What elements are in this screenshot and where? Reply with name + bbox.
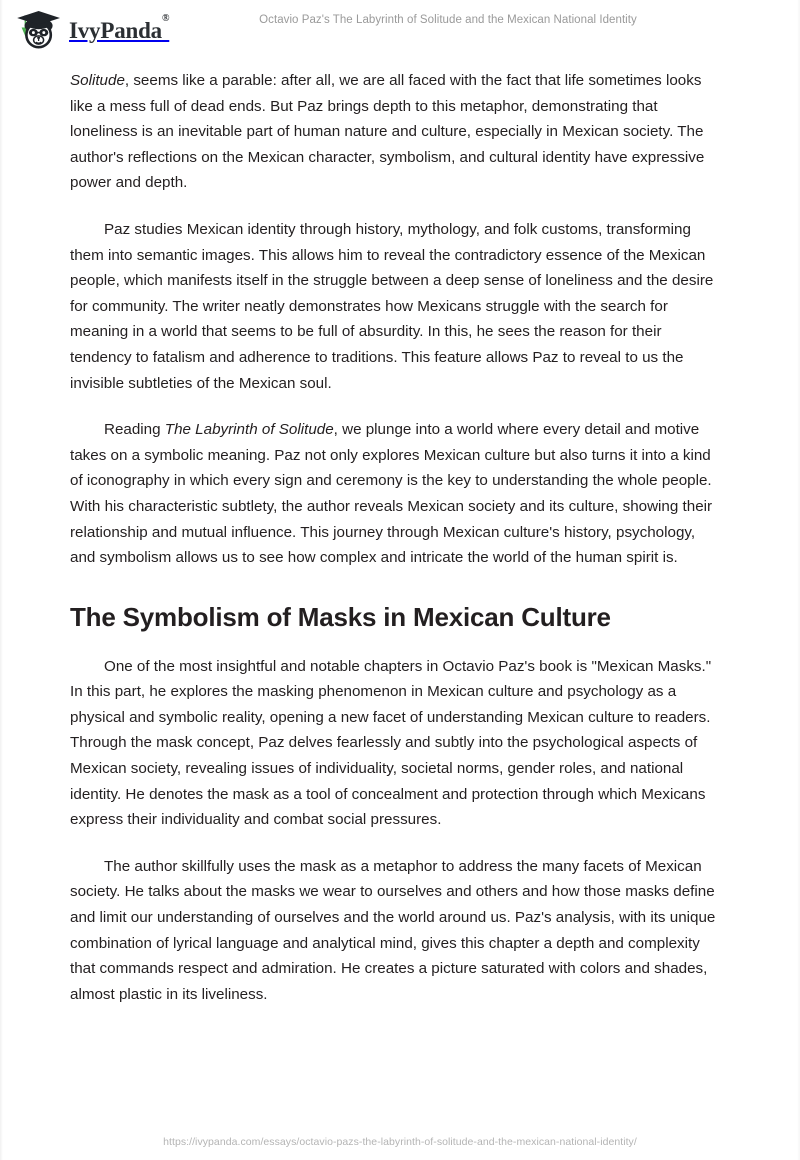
registered-trademark-symbol: ® — [161, 13, 170, 25]
paragraph-4: One of the most insightful and notable chapters in Octavio Paz's book is "Mexican Masks." In this part, he explores the masking phenomenon in Mexican culture and psychology as a physical and symbolic reality, opening a new facet of understanding Mexican culture to readers. Through the mask concept, Paz delves fearlessly and subtly into the psychological aspects of Mexican society, revealing issues of individuality, societal norms, gender roles, and national identity. He denotes the mask as a tool of concealment and protection through which Mexicans express their individuality and combat social pressures. — [70, 657, 712, 829]
paragraph-5: The author skillfully uses the mask as a metaphor to address the many facets of Mexican society. He talks about the masks we wear to ourselves and others and how those masks define and limit our understanding of ourselves and the world around us. Paz's analysis, with its unique combination of lyrical language and analytical mind, gives this chapter a depth and complexity that commands respect and admiration. He creates a picture saturated with colors and shades, almost plastic in its liveliness. — [70, 857, 716, 1003]
footer-source-url[interactable]: https://ivypanda.com/essays/octavio-pazs-the-labyrinth-of-solitude-and-the-mexican-national-identity/ — [163, 1136, 637, 1148]
page-header — [0, 0, 800, 60]
document-body — [70, 68, 722, 1028]
brand-name-text: IvyPanda — [69, 17, 162, 43]
running-title: Octavio Paz's The Labyrinth of Solitude and the Mexican National Identity — [259, 14, 637, 26]
italic-title: Solitude — [70, 72, 125, 89]
page-footer — [0, 1132, 800, 1150]
italic-title: The Labyrinth of Solitude — [164, 421, 334, 439]
paragraph-3: Reading The Labyrinth of Solitude, we plunge into a world where every detail and motive takes on a symbolic meaning. Paz not only explores Mexican culture but also turns it into a kind of iconography in which every sign and ceremony is the key to understanding the whole people. With his characteristic subtlety, the author reveals Mexican society and its culture, showing their relationship and mutual influence. This journey through Mexican culture's history, psychology, and symbolism allows us to see how complex and intricate the world of the human spirit is. — [70, 421, 713, 567]
page-left-edge-shadow — [0, 0, 3, 1160]
paragraph-2: Paz studies Mexican identity through history, mythology, and folk customs, transforming them into semantic images. This allows him to reveal the contradictory essence of the Mexican people, which manifests itself in the struggle between a deep sense of loneliness and the desire for community. The writer neatly demonstrates how Mexicans struggle with the search for meaning in a world that seems to be full of absurdity. In this, he sees the reason for their tendency to fatalism and adherence to traditions. This feature allows Paz to reveal to us the invisible subtleties of the Mexican soul. — [70, 220, 714, 392]
section-heading-symbolism-of-masks: The Symbolism of Masks in Mexican Culture — [70, 601, 611, 632]
paragraph-1: Solitude, seems like a parable: after all, we are all faced with the fact that life sometimes looks like a mess full of dead ends. But Paz brings depth to this metaphor, demonstrating that loneliness is an inevitable part of human nature and culture, especially in Mexican society. The author's reflections on the Mexican character, symbolism, and cultural identity have expressive power and depth. — [70, 72, 705, 192]
